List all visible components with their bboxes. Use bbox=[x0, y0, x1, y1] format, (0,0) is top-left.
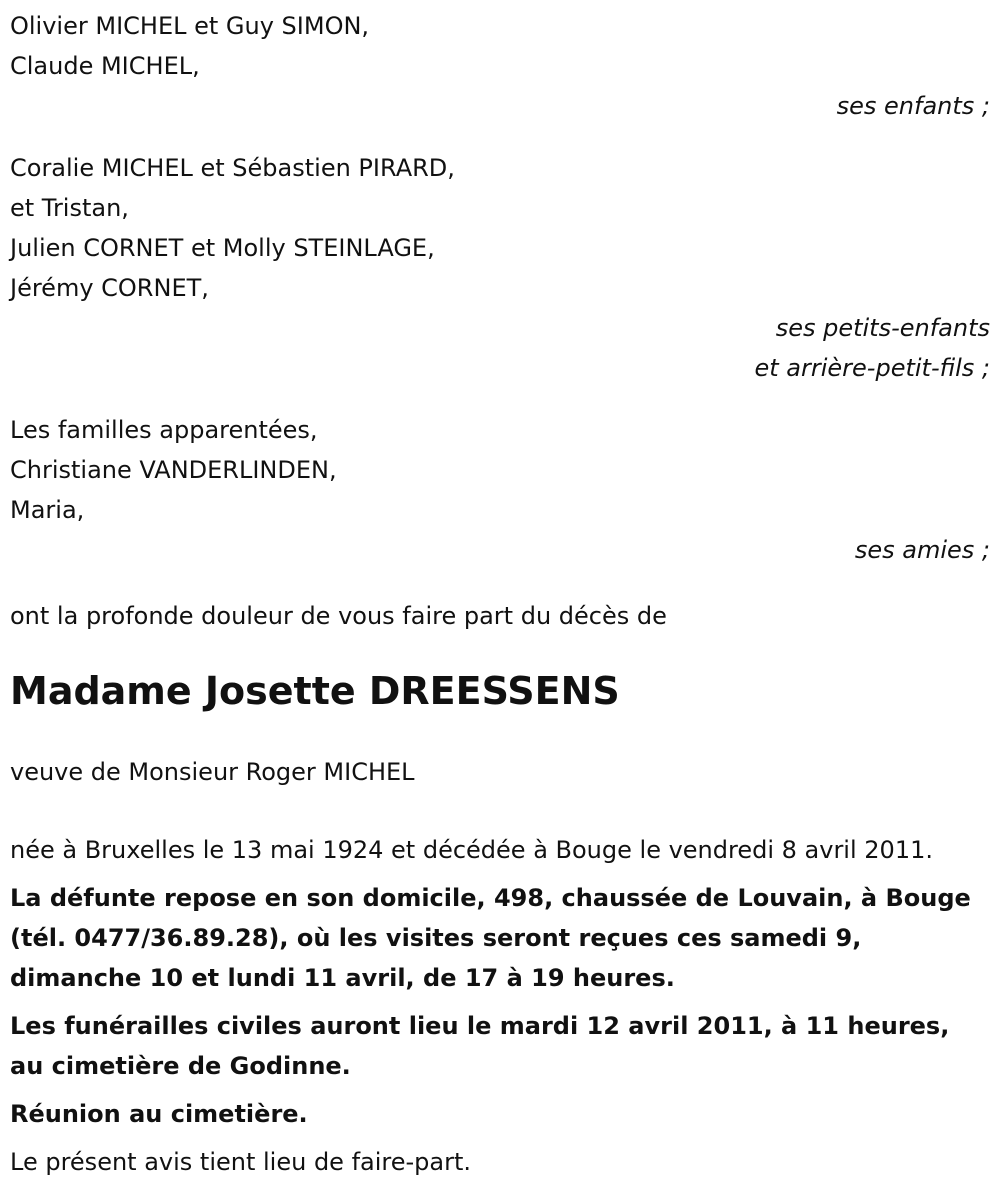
grandchildren-name-3: Julien CORNET et Molly STEINLAGE, bbox=[10, 234, 435, 262]
visitation-text: La défunte repose en son domicile, 498, chaussée de Louvain, à Bouge (tél. 0477/36.89.28), où les visites seront reçues ces samedi 9, dimanche 10 et lundi 11 avril, de 17 à 19 heures. bbox=[10, 884, 971, 992]
children-block bbox=[10, 6, 990, 126]
grandchildren-role-2: et arrière-petit-fils ; bbox=[754, 354, 990, 382]
grandchildren-name-4: Jérémy CORNET, bbox=[10, 274, 209, 302]
birth-death-text: née à Bruxelles le 13 mai 1924 et décédée à Bouge le vendredi 8 avril 2011. bbox=[10, 836, 933, 864]
children-name-1: Olivier MICHEL et Guy SIMON, bbox=[10, 12, 370, 40]
children-role: ses enfants ; bbox=[836, 92, 990, 120]
funeral-text: Les funérailles civiles auront lieu le mardi 12 avril 2011, à 11 heures, au cimetière de Godinne. bbox=[10, 1012, 950, 1080]
friends-block bbox=[10, 410, 990, 570]
friends-role: ses amies ; bbox=[854, 536, 990, 564]
children-name-2: Claude MICHEL, bbox=[10, 52, 200, 80]
widow-of-text: veuve de Monsieur Roger MICHEL bbox=[10, 758, 415, 786]
grandchildren-name-1: Coralie MICHEL et Sébastien PIRARD, bbox=[10, 154, 455, 182]
friends-name-1: Les familles apparentées, bbox=[10, 416, 318, 444]
grandchildren-role-1: ses petits-enfants bbox=[775, 314, 990, 342]
friends-name-3: Maria, bbox=[10, 496, 85, 524]
notice-text: Le présent avis tient lieu de faire-part. bbox=[10, 1148, 472, 1176]
announcement-text: ont la profonde douleur de vous faire part du décès de bbox=[10, 602, 667, 630]
deceased-name: Madame Josette DREESSENS bbox=[10, 669, 620, 713]
meeting-text: Réunion au cimetière. bbox=[10, 1100, 308, 1128]
grandchildren-block bbox=[10, 148, 990, 388]
obituary-notice bbox=[10, 6, 990, 1182]
grandchildren-name-2: et Tristan, bbox=[10, 194, 129, 222]
friends-name-2: Christiane VANDERLINDEN, bbox=[10, 456, 337, 484]
